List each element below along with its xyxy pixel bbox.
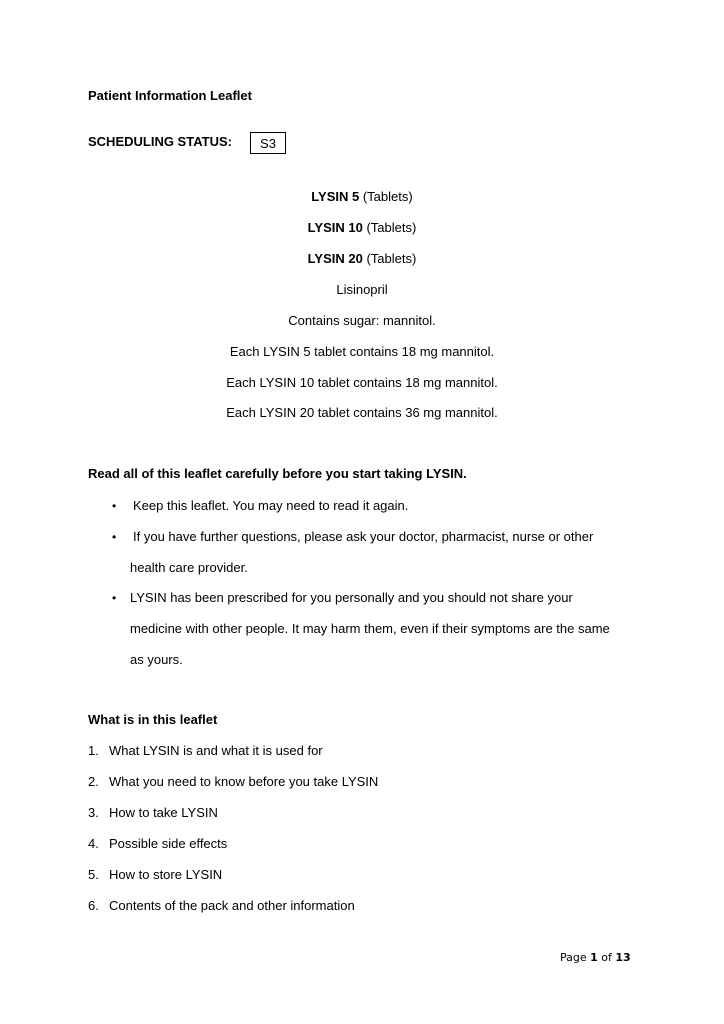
leaflet-title: Patient Information Leaflet bbox=[88, 88, 252, 103]
contents-item-text: How to take LYSIN bbox=[109, 805, 218, 820]
contents-item-number: 1. bbox=[88, 743, 99, 758]
contents-item-text: How to store LYSIN bbox=[109, 867, 223, 882]
product-line-1 bbox=[0, 189, 724, 205]
contents-item-text: Contents of the pack and other information bbox=[109, 898, 355, 913]
page-total: 13 bbox=[615, 951, 631, 964]
bullet-line: health care provider. bbox=[130, 560, 248, 575]
contents-item-number: 2. bbox=[88, 774, 99, 789]
sugar-line: Each LYSIN 10 tablet contains 18 mg mannitol. bbox=[226, 375, 498, 390]
page-current: 1 bbox=[590, 951, 598, 964]
product-name: LYSIN 5 bbox=[311, 189, 360, 204]
page-of: of bbox=[597, 951, 616, 964]
bullet-line: Keep this leaflet. You may need to read it again. bbox=[133, 498, 409, 513]
contents-item-number: 6. bbox=[88, 898, 99, 913]
product-name: LYSIN 10 bbox=[307, 220, 363, 235]
product-name: LYSIN 20 bbox=[307, 251, 363, 266]
product-line-3 bbox=[0, 251, 724, 267]
product-line-2 bbox=[0, 220, 724, 236]
bullet-icon: • bbox=[112, 591, 117, 605]
product-form: (Tablets) bbox=[359, 189, 413, 204]
bullet-line: If you have further questions, please ask your doctor, pharmacist, nurse or other bbox=[133, 529, 594, 544]
contents-heading: What is in this leaflet bbox=[88, 712, 218, 727]
contents-item-number: 4. bbox=[88, 836, 99, 851]
bullet-line: LYSIN has been prescribed for you personally and you should not share your bbox=[130, 590, 573, 605]
contents-item-text: Possible side effects bbox=[109, 836, 228, 851]
contents-item-number: 5. bbox=[88, 867, 99, 882]
product-form: (Tablets) bbox=[362, 220, 417, 235]
sugar-line: Each LYSIN 20 tablet contains 36 mg mannitol. bbox=[226, 405, 498, 420]
bullet-line: medicine with other people. It may harm them, even if their symptoms are the same bbox=[130, 621, 610, 636]
scheduling-status-box: S3 bbox=[250, 132, 286, 154]
page-word: Page bbox=[560, 951, 591, 964]
sugar-line: Contains sugar: mannitol. bbox=[288, 313, 436, 328]
contents-item-number: 3. bbox=[88, 805, 99, 820]
bullet-line: as yours. bbox=[130, 652, 183, 667]
bullet-icon: • bbox=[112, 499, 117, 513]
sugar-line: Each LYSIN 5 tablet contains 18 mg mannitol. bbox=[229, 344, 495, 359]
read-heading: Read all of this leaflet carefully before you start taking LYSIN. bbox=[88, 466, 467, 481]
contents-item-text: What LYSIN is and what it is used for bbox=[109, 743, 323, 758]
contents-item-text: What you need to know before you take LYSIN bbox=[109, 774, 379, 789]
bullet-icon: • bbox=[112, 530, 117, 544]
scheduling-label: SCHEDULING STATUS: bbox=[88, 134, 232, 149]
page-number bbox=[560, 950, 631, 966]
product-form: (Tablets) bbox=[362, 251, 417, 266]
active-ingredient: Lisinopril bbox=[336, 282, 388, 297]
